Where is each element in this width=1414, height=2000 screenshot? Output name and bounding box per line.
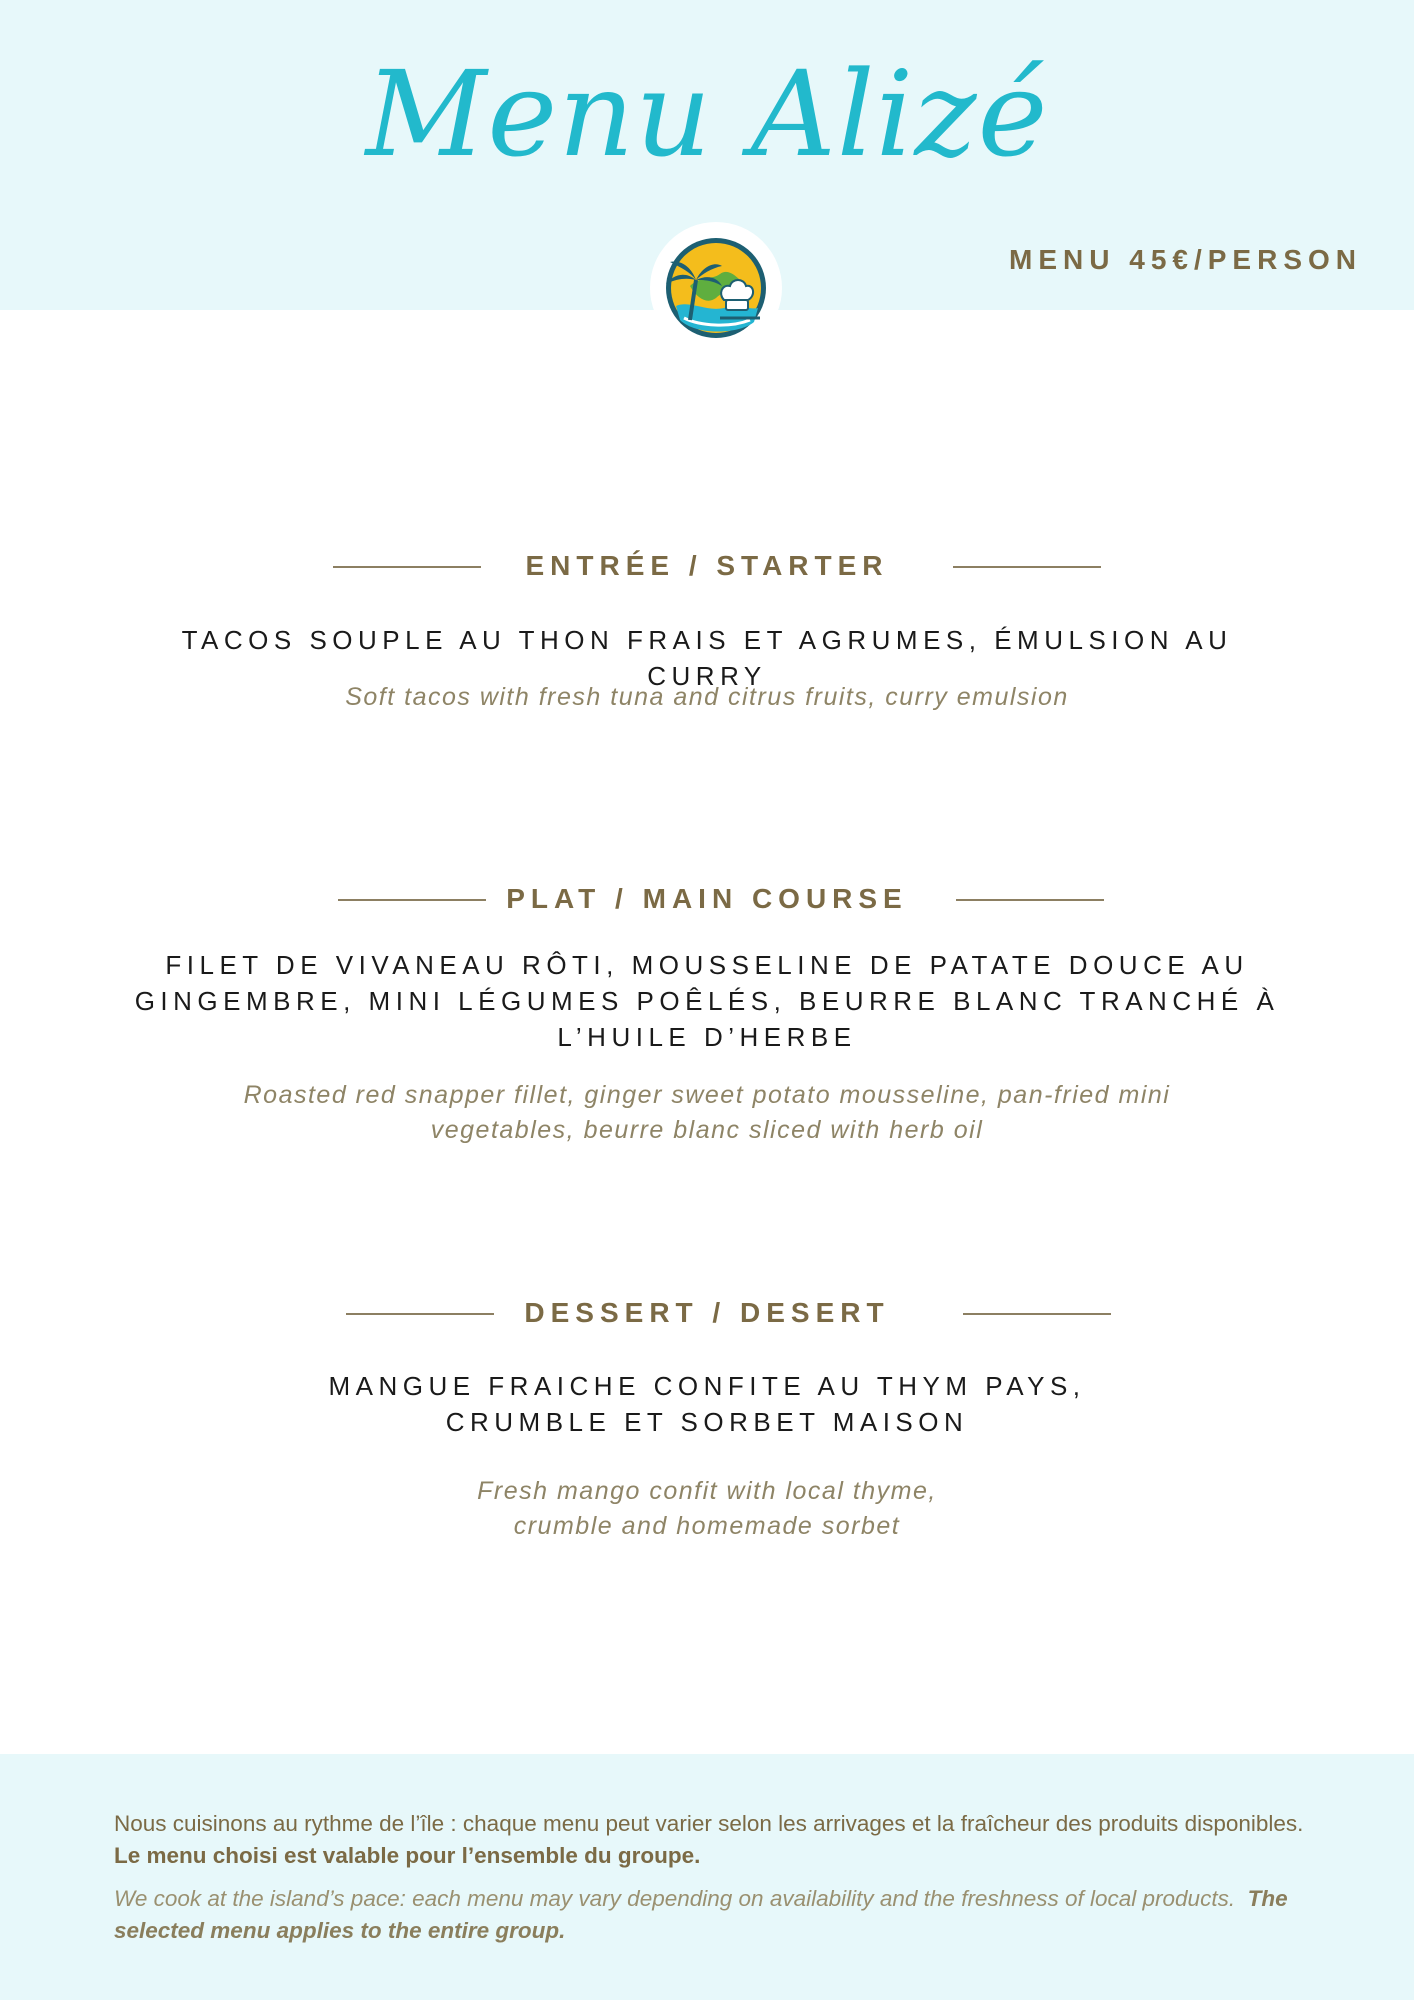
menu-price: MENU 45€/PERSON bbox=[1009, 244, 1362, 275]
footer-english-note bbox=[114, 1883, 1314, 1947]
desc-line: Soft tacos with fresh tuna and citrus fruits, curry emulsion bbox=[345, 683, 1069, 711]
desc-line: Fresh mango confit with local thyme, bbox=[477, 1477, 937, 1505]
heading-rule-right bbox=[953, 566, 1101, 568]
palm-island-chef-logo-icon bbox=[650, 222, 782, 354]
section-starter-label: ENTRÉE / STARTER bbox=[525, 550, 889, 581]
dessert-dish bbox=[120, 1368, 1294, 1440]
footer-band bbox=[0, 1754, 1414, 2000]
footer-french-bold: Le menu choisi est valable pour l’ensemble du groupe. bbox=[114, 1843, 701, 1868]
section-main-heading bbox=[0, 879, 1414, 919]
footer-french-note bbox=[114, 1808, 1314, 1872]
dish-line: CRUMBLE ET SORBET MAISON bbox=[445, 1407, 969, 1437]
section-starter-heading bbox=[0, 546, 1414, 586]
desc-line: Roasted red snapper fillet, ginger sweet potato mousseline, pan-fried mini bbox=[243, 1081, 1171, 1109]
main-dish bbox=[120, 947, 1294, 1055]
dish-line: L’HUILE D’HERBE bbox=[557, 1022, 857, 1052]
heading-rule-right bbox=[956, 899, 1104, 901]
heading-rule-right bbox=[963, 1313, 1111, 1315]
dish-line: MANGUE FRAICHE CONFITE AU THYM PAYS, bbox=[328, 1371, 1086, 1401]
dish-line: FILET DE VIVANEAU RÔTI, MOUSSELINE DE PATATE DOUCE AU bbox=[165, 950, 1249, 980]
section-main-label: PLAT / MAIN COURSE bbox=[506, 883, 908, 914]
section-dessert-label: DESSERT / DESERT bbox=[524, 1297, 890, 1328]
footer-french-text: Nous cuisinons au rythme de l’île : chaque menu peut varier selon les arrivages et la fraîcheur des produits disponibles. bbox=[114, 1811, 1304, 1836]
menu-title: Menu Alizé bbox=[365, 45, 1049, 183]
footer-english-bold: The selected menu applies to the entire group. bbox=[114, 1886, 1288, 1943]
footer-english-text: We cook at the island’s pace: each menu may vary depending on availability and the freshness of local products. bbox=[114, 1886, 1236, 1911]
main-description bbox=[200, 1078, 1214, 1148]
starter-description bbox=[200, 680, 1214, 715]
dessert-description bbox=[200, 1474, 1214, 1544]
section-dessert-heading bbox=[0, 1293, 1414, 1333]
desc-line: vegetables, beurre blanc sliced with herb oil bbox=[430, 1116, 984, 1144]
desc-line: crumble and homemade sorbet bbox=[513, 1512, 901, 1540]
dish-line: TACOS SOUPLE AU THON FRAIS ET AGRUMES, ÉMULSION AU CURRY bbox=[181, 625, 1233, 691]
dish-line: GINGEMBRE, MINI LÉGUMES POÊLÉS, BEURRE BLANC TRANCHÉ À bbox=[134, 986, 1280, 1016]
